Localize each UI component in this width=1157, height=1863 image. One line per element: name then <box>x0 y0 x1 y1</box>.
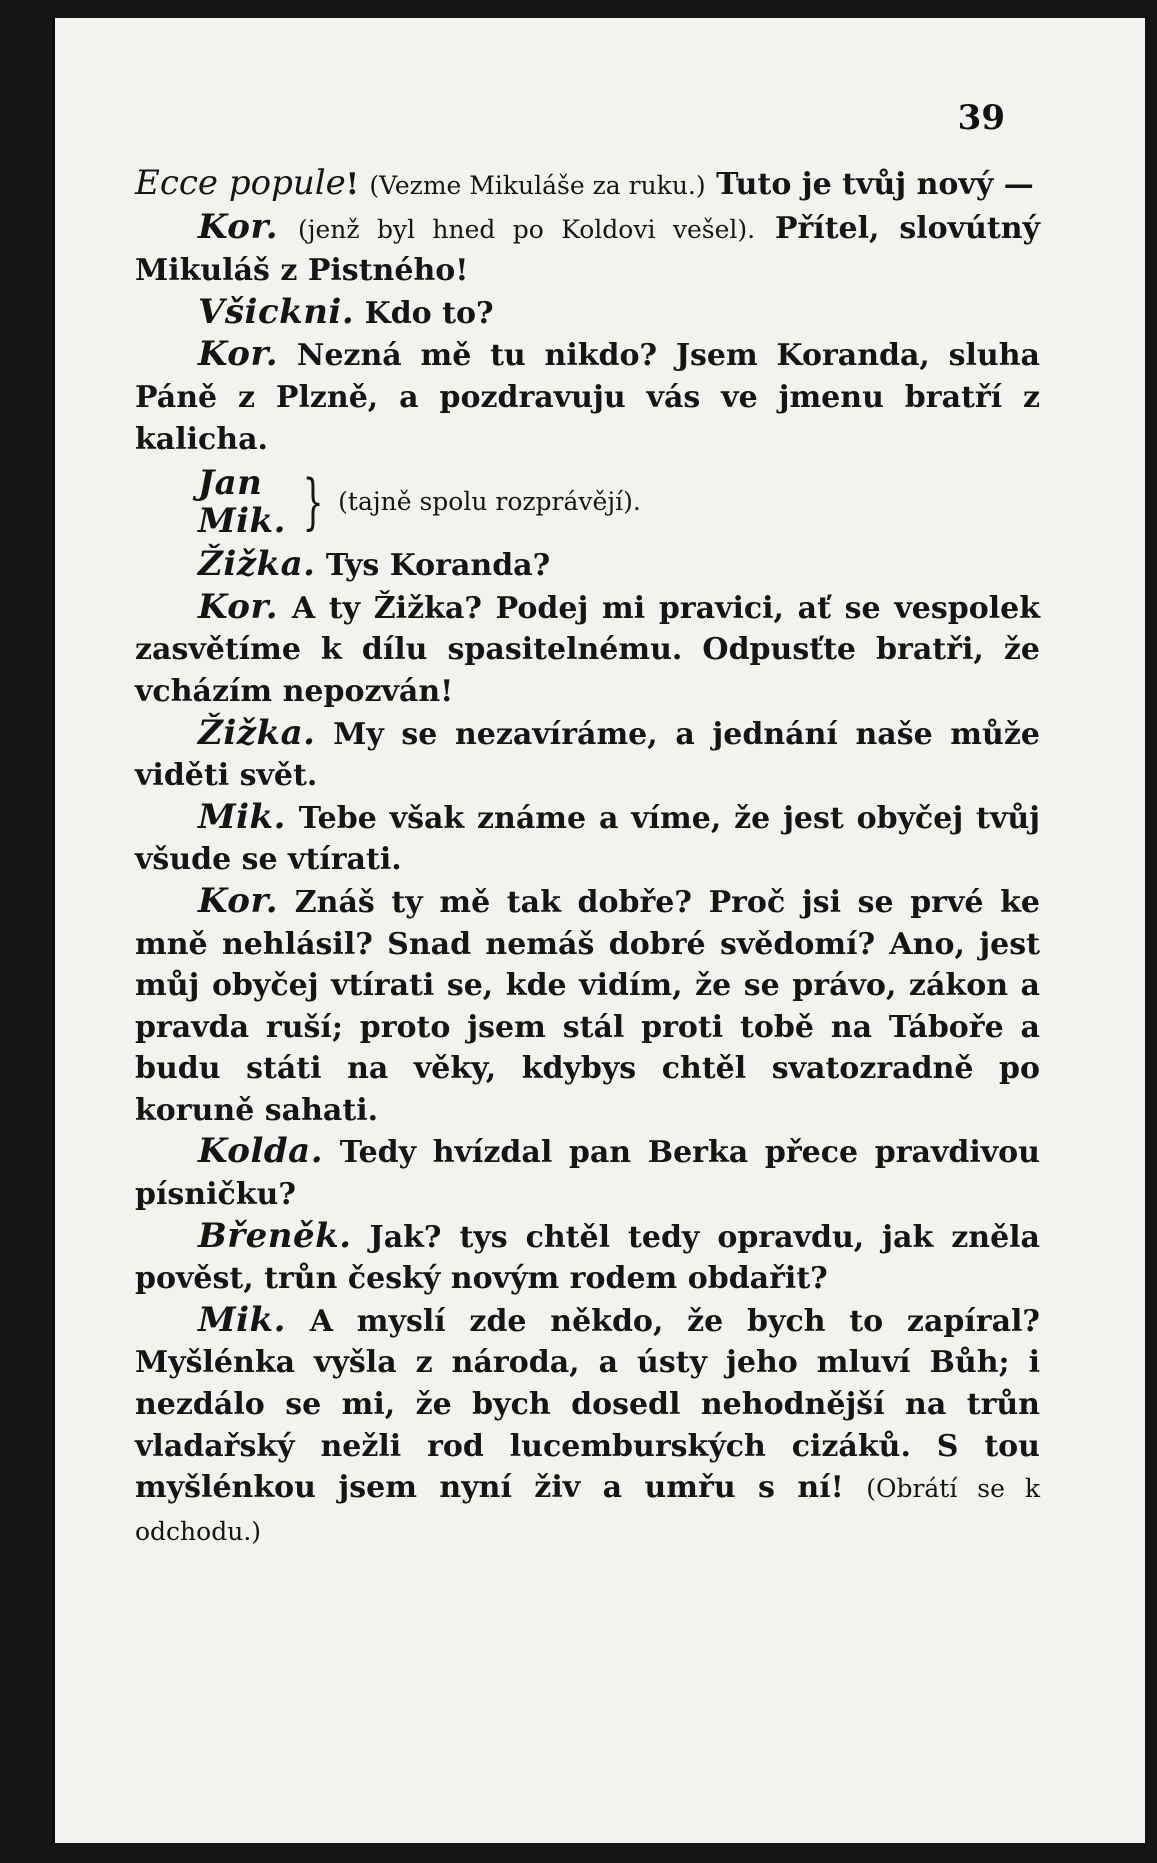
dialogue-text: My se nezavíráme, a jednání naše může viděti svět. <box>135 716 1040 794</box>
speaker-name: Kolda. <box>198 1131 324 1172</box>
dialogue-text: Znáš ty mě tak dobře? Proč jsi se prvé ke mně nehlásil? Snad nemáš dobré svědomí? Ano, jest můj obyčej vtírati se, kde vidím, že se právo, zákon a pravda ruší; proto jsem stál proti tobě na Táboře a budu státi na věky, kdybys chtěl svatozradně po koruně sahati. <box>135 884 1041 1128</box>
dialogue-text: Přítel, slovútný Mikuláš z Pistného! <box>135 210 1040 289</box>
dialogue-line <box>135 1300 1040 1553</box>
dialogue-line <box>135 207 1040 292</box>
dialogue-line <box>135 713 1040 797</box>
page-text <box>135 163 1040 1552</box>
dialogue-text: Jak? tys chtěl tedy opravdu, jak zněla pověst, trůn český novým rodem obdařit? <box>135 1219 1040 1297</box>
speaker-name: Mik. <box>198 1299 286 1340</box>
speaker-name: Kor. <box>198 586 279 627</box>
dialogue-text: Kdo to? <box>364 295 494 331</box>
aside-speakers <box>198 464 286 540</box>
stage-direction: (jenž byl hned po Koldovi vešel). <box>298 214 756 244</box>
dialogue-line <box>135 1131 1040 1215</box>
speaker-name: Mik. <box>198 796 286 837</box>
speaker-name: Žižka. <box>198 712 316 753</box>
dialogue-line <box>135 292 1040 335</box>
stage-direction: (Vezme Mikuláše za ruku.) <box>369 171 706 200</box>
opening-phrase: Ecce popule <box>135 163 346 203</box>
page-number: 39 <box>957 98 1005 138</box>
dialogue-text: A ty Žižka? Podej mi pravici, ať se vespolek zasvětíme k dílu spasitelnému. Odpusťte bratři, že vcházím nepozván! <box>135 590 1040 709</box>
dialogue-text: Nezná mě tu nikdo? Jsem Koranda, sluha Páně z Plzně, a pozdravuju vás ve jmenu bratří z kalicha. <box>135 338 1040 457</box>
dialogue-text: Tebe však známe a víme, že jest obyčej tvůj všude se vtírati. <box>135 800 1040 878</box>
speaker-name: Žižka. <box>198 544 316 585</box>
speaker-name: Břeněk. <box>198 1215 352 1256</box>
opening-paragraph <box>135 163 1040 207</box>
aside-group <box>198 460 1040 544</box>
dialogue-text: Tuto je tvůj nový — <box>716 167 1034 202</box>
dialogue-text: A myslí zde někdo, že bych to zapíral? Myšlénka vyšla z národa, a ústy jeho mluví Bůh; i nezdálo se mi, že bych dosedl nehodnější na trůn vladařský nežli rod lucemburských cizáků. S tou myšlénkou jsem nyní živ a umřu s ní! <box>135 1303 1040 1506</box>
speaker-name: Kor. <box>198 206 279 247</box>
dialogue-line <box>135 1216 1040 1300</box>
speaker-name: Jan <box>198 463 263 504</box>
brace-icon: } <box>302 467 324 538</box>
dialogue-line <box>135 881 1040 1132</box>
speaker-name: Všickni. <box>198 291 355 332</box>
stage-direction: (Obrátí se k odchodu.) <box>135 1474 1040 1546</box>
dialogue-text: Tedy hvízdal pan Berka přece pravdivou písničku? <box>135 1135 1040 1213</box>
dialogue-line <box>135 587 1040 713</box>
dialogue-line <box>135 797 1040 881</box>
dialogue-line <box>135 544 1040 587</box>
dialogue-line <box>135 334 1040 460</box>
speaker-name: Mik. <box>198 501 286 542</box>
speaker-name: Kor. <box>198 880 279 921</box>
speaker-name: Kor. <box>198 334 279 375</box>
stage-direction: (tajně spolu rozprávějí). <box>338 487 641 517</box>
opening-punct: ! <box>345 167 359 202</box>
dialogue-text: Tys Koranda? <box>325 548 551 584</box>
book-page <box>52 18 1145 1843</box>
